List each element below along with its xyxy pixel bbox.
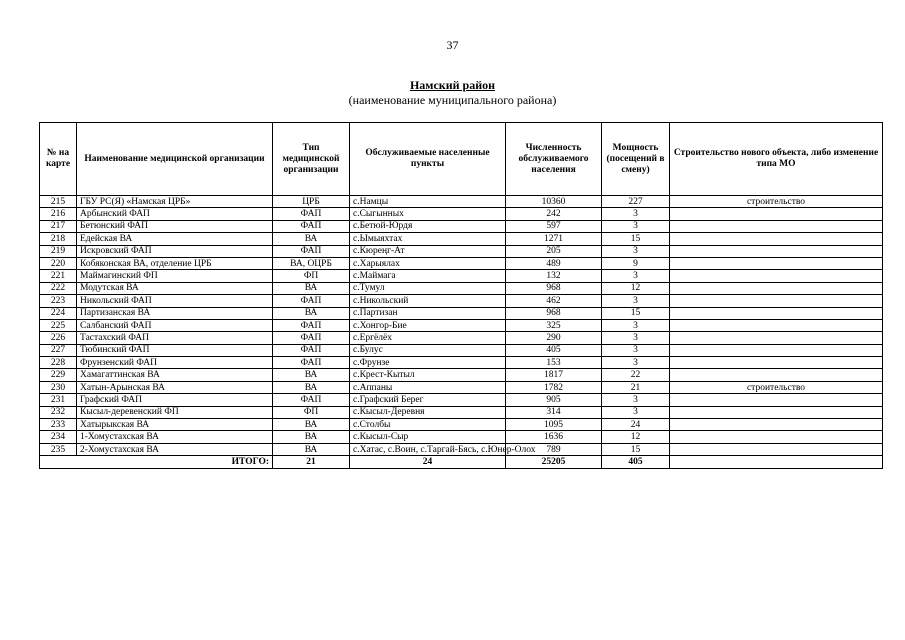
- cell-org-name: Тастахский ФАП: [77, 332, 273, 344]
- cell-construction: [670, 443, 883, 455]
- table-row: [40, 233, 883, 245]
- cell-org-name: Тюбинский ФАП: [77, 344, 273, 356]
- cell-construction: [670, 282, 883, 294]
- cell-capacity: 9: [602, 257, 670, 269]
- table-row: [40, 332, 883, 344]
- cell-org-type: ВА: [273, 233, 350, 245]
- cell-map-number: 217: [40, 220, 77, 232]
- cell-org-name: Модутская ВА: [77, 282, 273, 294]
- cell-settlements: с.Сыгынных: [350, 208, 506, 220]
- cell-population: 10360: [506, 196, 602, 208]
- cell-capacity: 22: [602, 369, 670, 381]
- col-header-population: Численность обслуживаемого населения: [506, 123, 602, 196]
- cell-map-number: 215: [40, 196, 77, 208]
- total-row: [40, 456, 883, 468]
- cell-org-name: Едейская ВА: [77, 233, 273, 245]
- cell-map-number: 227: [40, 344, 77, 356]
- table-row: [40, 220, 883, 232]
- cell-population: 968: [506, 282, 602, 294]
- cell-map-number: 222: [40, 282, 77, 294]
- cell-org-type: ВА: [273, 307, 350, 319]
- cell-construction: [670, 233, 883, 245]
- cell-org-name: Хамагаттинская ВА: [77, 369, 273, 381]
- cell-population: 968: [506, 307, 602, 319]
- cell-capacity: 3: [602, 357, 670, 369]
- cell-capacity: 15: [602, 307, 670, 319]
- cell-settlements: с.Фрунзе: [350, 357, 506, 369]
- cell-population: 789: [506, 443, 602, 455]
- table-row: [40, 381, 883, 393]
- cell-population: 1095: [506, 419, 602, 431]
- cell-org-type: ФАП: [273, 208, 350, 220]
- cell-construction: [670, 208, 883, 220]
- cell-capacity: 12: [602, 282, 670, 294]
- cell-org-type: ФП: [273, 270, 350, 282]
- cell-population: 290: [506, 332, 602, 344]
- cell-settlements: с.Хатас, с.Воин, с.Таргай-Бясь, с.Юнер-Олох: [350, 443, 506, 455]
- cell-map-number: 226: [40, 332, 77, 344]
- cell-settlements: с.Тумул: [350, 282, 506, 294]
- cell-population: 205: [506, 245, 602, 257]
- cell-capacity: 3: [602, 406, 670, 418]
- cell-settlements: с.Булус: [350, 344, 506, 356]
- cell-construction: [670, 295, 883, 307]
- cell-map-number: 221: [40, 270, 77, 282]
- table-row: [40, 406, 883, 418]
- cell-construction: [670, 245, 883, 257]
- cell-map-number: 229: [40, 369, 77, 381]
- cell-org-type: ВА: [273, 419, 350, 431]
- total-type-count: 21: [273, 456, 350, 468]
- cell-construction: [670, 319, 883, 331]
- cell-construction: [670, 344, 883, 356]
- cell-capacity: 21: [602, 381, 670, 393]
- district-title: Намский район: [409, 78, 496, 92]
- cell-org-name: Кобяконская ВА, отделение ЦРБ: [77, 257, 273, 269]
- cell-org-name: Салбанский ФАП: [77, 319, 273, 331]
- table-row: [40, 295, 883, 307]
- cell-population: 242: [506, 208, 602, 220]
- cell-map-number: 216: [40, 208, 77, 220]
- cell-org-type: ФАП: [273, 344, 350, 356]
- table-row: [40, 431, 883, 443]
- cell-capacity: 3: [602, 270, 670, 282]
- cell-org-type: ВА, ОЦРБ: [273, 257, 350, 269]
- cell-construction: [670, 270, 883, 282]
- cell-org-name: ГБУ РС(Я) «Намская ЦРБ»: [77, 196, 273, 208]
- cell-settlements: с.Графский Берег: [350, 394, 506, 406]
- table-row: [40, 307, 883, 319]
- col-header-construction: Строительство нового объекта, либо изменение типа МО: [670, 123, 883, 196]
- district-caption: (наименование муниципального района): [348, 93, 557, 107]
- cell-org-type: ФАП: [273, 357, 350, 369]
- table-row: [40, 357, 883, 369]
- col-header-org-type: Тип медицинской организации: [273, 123, 350, 196]
- cell-construction: строительство: [670, 381, 883, 393]
- table-row: [40, 419, 883, 431]
- cell-population: 153: [506, 357, 602, 369]
- cell-org-name: Искровский ФАП: [77, 245, 273, 257]
- table-row: [40, 369, 883, 381]
- cell-capacity: 3: [602, 332, 670, 344]
- cell-construction: [670, 394, 883, 406]
- cell-org-type: ВА: [273, 369, 350, 381]
- cell-construction: строительство: [670, 196, 883, 208]
- table-row: [40, 245, 883, 257]
- cell-org-name: Маймагинский ФП: [77, 270, 273, 282]
- table-header-row: [40, 123, 883, 196]
- cell-population: 597: [506, 220, 602, 232]
- table-row: [40, 208, 883, 220]
- cell-map-number: 225: [40, 319, 77, 331]
- cell-org-type: ЦРБ: [273, 196, 350, 208]
- cell-settlements: с.Ергёлёх: [350, 332, 506, 344]
- cell-org-name: Партизанская ВА: [77, 307, 273, 319]
- cell-population: 1636: [506, 431, 602, 443]
- cell-population: 314: [506, 406, 602, 418]
- cell-map-number: 219: [40, 245, 77, 257]
- table-row: [40, 344, 883, 356]
- cell-settlements: с.Кысыл-Деревня: [350, 406, 506, 418]
- cell-settlements: с.Никольский: [350, 295, 506, 307]
- cell-population: 132: [506, 270, 602, 282]
- cell-map-number: 223: [40, 295, 77, 307]
- col-header-map-number: № на карте: [40, 123, 77, 196]
- cell-population: 1817: [506, 369, 602, 381]
- cell-construction: [670, 406, 883, 418]
- cell-org-name: Арбынский ФАП: [77, 208, 273, 220]
- cell-capacity: 3: [602, 344, 670, 356]
- cell-capacity: 227: [602, 196, 670, 208]
- total-label: ИТОГО:: [40, 456, 273, 468]
- cell-settlements: с.Маймага: [350, 270, 506, 282]
- cell-population: 489: [506, 257, 602, 269]
- cell-map-number: 231: [40, 394, 77, 406]
- cell-construction: [670, 419, 883, 431]
- cell-org-type: ВА: [273, 431, 350, 443]
- cell-map-number: 232: [40, 406, 77, 418]
- cell-org-type: ФАП: [273, 332, 350, 344]
- cell-org-name: Хатын-Арынская ВА: [77, 381, 273, 393]
- cell-org-name: 2-Хомустахская ВА: [77, 443, 273, 455]
- cell-map-number: 228: [40, 357, 77, 369]
- total-construction: [670, 456, 883, 468]
- cell-settlements: с.Кысыл-Сыр: [350, 431, 506, 443]
- cell-org-type: ВА: [273, 282, 350, 294]
- cell-org-type: ВА: [273, 443, 350, 455]
- cell-population: 1271: [506, 233, 602, 245]
- table-row: [40, 282, 883, 294]
- cell-org-name: Бетюнский ФАП: [77, 220, 273, 232]
- cell-org-name: Кысыл-деревенский ФП: [77, 406, 273, 418]
- organizations-table: [39, 122, 883, 469]
- table-row: [40, 319, 883, 331]
- table-row: [40, 443, 883, 455]
- cell-capacity: 15: [602, 233, 670, 245]
- cell-org-name: Графский ФАП: [77, 394, 273, 406]
- page-number: 37: [446, 38, 459, 52]
- cell-map-number: 224: [40, 307, 77, 319]
- cell-settlements: с.Намцы: [350, 196, 506, 208]
- cell-org-type: ФАП: [273, 319, 350, 331]
- cell-construction: [670, 431, 883, 443]
- cell-settlements: с.Партизан: [350, 307, 506, 319]
- cell-org-name: Фрунзенский ФАП: [77, 357, 273, 369]
- cell-settlements: с.Хонгор-Бие: [350, 319, 506, 331]
- cell-construction: [670, 307, 883, 319]
- cell-construction: [670, 220, 883, 232]
- cell-org-type: ФАП: [273, 245, 350, 257]
- cell-capacity: 3: [602, 394, 670, 406]
- cell-capacity: 12: [602, 431, 670, 443]
- cell-org-type: ФП: [273, 406, 350, 418]
- table-row: [40, 196, 883, 208]
- cell-org-type: ФАП: [273, 295, 350, 307]
- cell-map-number: 233: [40, 419, 77, 431]
- cell-org-name: Хатырыкская ВА: [77, 419, 273, 431]
- col-header-capacity: Мощность (посещений в смену): [602, 123, 670, 196]
- cell-settlements: с.Ымыяхтах: [350, 233, 506, 245]
- cell-capacity: 3: [602, 319, 670, 331]
- cell-org-type: ФАП: [273, 220, 350, 232]
- cell-org-name: Никольский ФАП: [77, 295, 273, 307]
- cell-population: 325: [506, 319, 602, 331]
- total-settlements: 24: [350, 456, 506, 468]
- table-row: [40, 394, 883, 406]
- cell-capacity: 3: [602, 295, 670, 307]
- cell-org-type: ФАП: [273, 394, 350, 406]
- col-header-settlements: Обслуживаемые населенные пункты: [350, 123, 506, 196]
- cell-org-name: 1-Хомустахская ВА: [77, 431, 273, 443]
- cell-population: 405: [506, 344, 602, 356]
- table-row: [40, 257, 883, 269]
- cell-map-number: 234: [40, 431, 77, 443]
- cell-construction: [670, 332, 883, 344]
- cell-map-number: 235: [40, 443, 77, 455]
- total-population: 25205: [506, 456, 602, 468]
- cell-capacity: 3: [602, 220, 670, 232]
- cell-settlements: с.Кюреңг-Ат: [350, 245, 506, 257]
- table-body: [40, 196, 883, 469]
- cell-settlements: с.Аппаны: [350, 381, 506, 393]
- cell-settlements: с.Харыялах: [350, 257, 506, 269]
- cell-map-number: 218: [40, 233, 77, 245]
- col-header-org-name: Наименование медицинской организации: [77, 123, 273, 196]
- cell-population: 905: [506, 394, 602, 406]
- cell-map-number: 230: [40, 381, 77, 393]
- cell-org-type: ВА: [273, 381, 350, 393]
- table-row: [40, 270, 883, 282]
- cell-settlements: с.Бетюй-Юрдя: [350, 220, 506, 232]
- cell-settlements: с.Крест-Кытыл: [350, 369, 506, 381]
- cell-capacity: 24: [602, 419, 670, 431]
- cell-map-number: 220: [40, 257, 77, 269]
- cell-construction: [670, 369, 883, 381]
- cell-capacity: 15: [602, 443, 670, 455]
- total-capacity: 405: [602, 456, 670, 468]
- cell-population: 462: [506, 295, 602, 307]
- cell-population: 1782: [506, 381, 602, 393]
- cell-construction: [670, 357, 883, 369]
- cell-capacity: 3: [602, 208, 670, 220]
- cell-capacity: 3: [602, 245, 670, 257]
- cell-construction: [670, 257, 883, 269]
- cell-settlements: с.Столбы: [350, 419, 506, 431]
